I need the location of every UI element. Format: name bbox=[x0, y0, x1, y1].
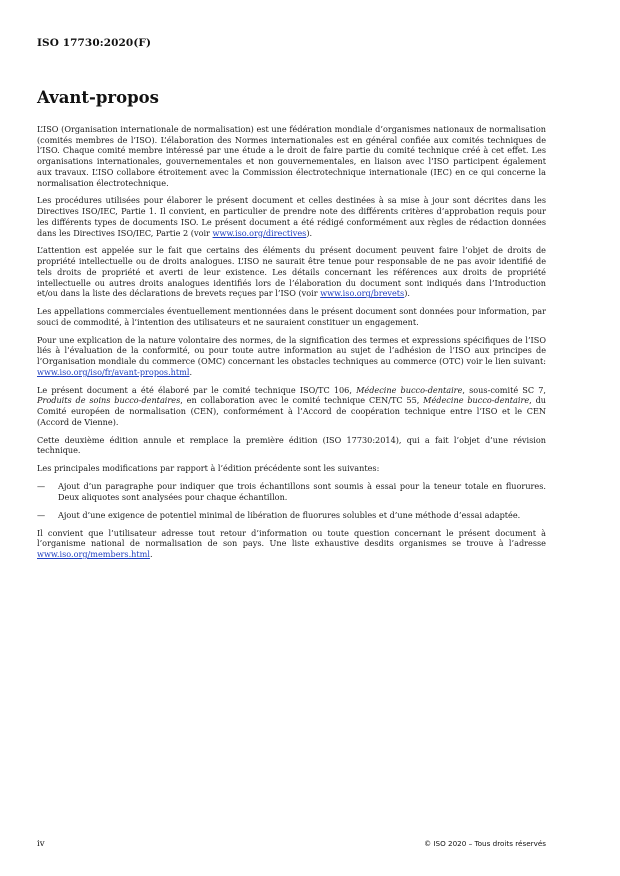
document-reference: ISO 17730:2020(F) bbox=[37, 37, 152, 49]
paragraph-text-end: ). bbox=[404, 288, 410, 299]
page-number: iv bbox=[37, 839, 45, 849]
cen-committee-name: Médecine bucco-dentaire bbox=[423, 395, 530, 406]
paragraph-iso-intro: L’ISO (Organisation internationale de normalisation) est une fédération mondiale d’organismes nationaux de normalisation (comités membres de l’ISO). L’élaboration des Normes internationales est en général confiée aux comités techniques de l’ISO. Chaque comité membre intéressé par une étude a le droit de faire partie du comité technique créé à cet effet. Les organisations internationales, gouvernementales et non gouvernementales, en liaison avec l’ISO participent également aux travaux. L’ISO collabore étroitement avec la Commission électrotechnique internationale (IEC) en ce qui concerne la normalisation électrotechnique. bbox=[37, 124, 546, 188]
paragraph-committee bbox=[37, 385, 546, 428]
patents-link[interactable]: www.iso.org/brevets bbox=[320, 288, 405, 299]
paragraph-changes-intro: Les principales modifications par rapport à l’édition précédente sont les suivantes: bbox=[37, 463, 380, 474]
list-item-text: Ajout d’un paragraphe pour indiquer que trois échantillons sont soumis à essai pour la teneur totale en fluorures. Deux aliquotes sont analysées pour chaque échantillon. bbox=[58, 481, 546, 502]
foreword-body bbox=[37, 124, 546, 567]
list-item bbox=[37, 481, 546, 502]
paragraph-text: Il convient que l’utilisateur adresse tout retour d’information ou toute question concernant le présent document à l’organisme national de normalisation de son pays. Une liste exhaustive desdits organismes se trouve à l’adresse bbox=[37, 527, 546, 549]
subcommittee-name: Produits de soins bucco-dentaires bbox=[37, 395, 181, 406]
page-title: Avant-propos bbox=[37, 88, 159, 107]
directives-link[interactable]: www.iso.org/directives bbox=[212, 227, 307, 238]
paragraph-text: Pour une explication de la nature volontaire des normes, de la signification des termes et expressions spécifiques de l’ISO liés à l’évaluation de la conformité, ou pour toute autre information au sujet de l’adhésion de l’ISO aux principes de l’Organisation mondiale du commerce (OMC) concernant les obstacles techniques au commerce (OTC) voir le lien suivant: bbox=[37, 334, 546, 367]
members-link[interactable]: www.iso.org/members.html bbox=[37, 549, 150, 560]
list-item bbox=[37, 510, 546, 521]
paragraph-text: , en collaboration avec le comité technique CEN/TC 55, bbox=[180, 395, 424, 406]
paragraph-text: Le présent document a été élaboré par le comité technique ISO/TC 106, bbox=[37, 384, 357, 395]
list-dash: — bbox=[37, 481, 46, 492]
paragraph-text: , du Comité européen de normalisation (CEN), conformément à l’Accord de coopération technique entre l’ISO et le CEN (Accord de Vienne). bbox=[37, 395, 547, 427]
committee-name: Médecine bucco-dentaire bbox=[356, 384, 463, 395]
paragraph-procedures bbox=[37, 195, 546, 238]
paragraph-text-end: . bbox=[189, 366, 193, 377]
paragraph-feedback bbox=[37, 528, 546, 560]
paragraph-trade-names: Les appellations commerciales éventuellement mentionnées dans le présent document sont données pour information, par souci de commodité, à l’intention des utilisateurs et ne sauraient constituer un engagement. bbox=[37, 306, 546, 327]
foreword-link[interactable]: www.iso.org/iso/fr/avant-propos.html bbox=[37, 366, 190, 377]
paragraph-patents bbox=[37, 245, 546, 299]
paragraph-text-end: . bbox=[149, 549, 153, 560]
paragraph-text: L’attention est appelée sur le fait que certains des éléments du présent document peuvent faire l’objet de droits de propriété intellectuelle ou de droits analogues. L’ISO ne saurait être tenue pour responsable de ne pas avoir identifié de tels droits de propriété et averti de leur existence. Les détails concernant les références aux droits de propriété intellectuelle ou autres droits analogues identifiés lors de l’élaboration du document sont indiqués dans l’Introduction et/ou dans la liste des déclarations de brevets reçues par l’ISO (voir bbox=[37, 245, 546, 299]
paragraph-text: Les procédures utilisées pour élaborer le présent document et celles destinées à sa mise à jour sont décrites dans les Directives ISO/IEC, Partie 1. Il convient, en particulier de prendre note des différents critères d’approbation requis pour les différents types de documents ISO. Le présent document a été rédigé conformément aux règles de rédaction données dans les Directives ISO/IEC, Partie 2 (voir bbox=[37, 195, 546, 238]
paragraph-voluntary-nature bbox=[37, 335, 546, 378]
paragraph-edition: Cette deuxième édition annule et remplace la première édition (ISO 17730:2014), qui a fait l’objet d’une révision technique. bbox=[37, 434, 546, 456]
copyright-notice: © ISO 2020 – Tous droits réservés bbox=[423, 839, 546, 848]
paragraph-text: , sous-comité SC 7, bbox=[462, 384, 546, 395]
paragraph-text-end: ). bbox=[306, 227, 313, 238]
list-item-text: Ajout d’une exigence de potentiel minimal de libération de fluorures solubles et d’une méthode d’essai adaptée. bbox=[58, 509, 521, 520]
list-dash: — bbox=[37, 509, 46, 520]
